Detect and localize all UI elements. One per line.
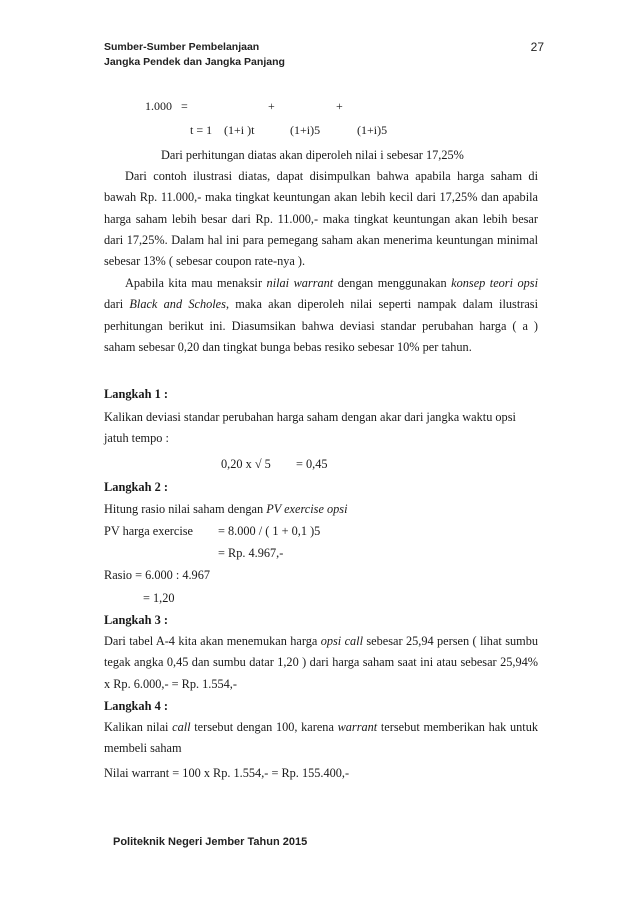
step2-label: Langkah 2 : <box>104 480 169 494</box>
step3-text: Dari tabel A-4 kita akan menemukan harga opsi call sebesar 25,94 persen ( lihat sumbu tegak angka 0,45 dan sumbu datar 1,20 ) dari harga saham saat ini atau sebesar 25,94% x Rp. 6.000,- = Rp. 1.554,- <box>104 634 538 691</box>
step2-rasio-result: = 1,20 <box>143 591 175 605</box>
step2-rasio-calc: Rasio = 6.000 : 4.967 <box>104 568 210 582</box>
step2-pv-result: = Rp. 4.967,- <box>218 546 284 560</box>
formula-equals: = <box>181 99 188 113</box>
formula-lhs: 1.000 <box>145 99 172 113</box>
page-footer: Politeknik Negeri Jember Tahun 2015 <box>113 836 308 848</box>
step1-calc: 0,20 x √ 5 <box>221 457 271 471</box>
formula-den-1: (1+i )t <box>224 123 255 137</box>
formula-t-eq: t = 1 <box>190 123 213 137</box>
formula-result: Dari perhitungan diatas akan diperoleh nilai i sebesar 17,25% <box>161 148 464 162</box>
step1-label: Langkah 1 : <box>104 387 169 401</box>
step4-result: Nilai warrant = 100 x Rp. 1.554,- = Rp. 155.400,- <box>104 766 350 780</box>
step3-label: Langkah 3 : <box>104 613 169 627</box>
page-number: 27 <box>530 40 544 54</box>
step1-text: Kalikan deviasi standar perubahan harga saham dengan akar dari jangka waktu opsi jatuh tempo : <box>104 410 516 446</box>
step1-calc-result: = 0,45 <box>296 457 328 471</box>
formula-den-3: (1+i)5 <box>357 123 388 137</box>
step2-text: Hitung rasio nilai saham dengan PV exercise opsi <box>104 502 348 516</box>
header-title-line1: Sumber-Sumber Pembelanjaan <box>104 41 260 53</box>
page-header <box>104 40 544 70</box>
step2-pv-label: PV harga exercise <box>104 524 194 538</box>
formula-plus-2: + <box>336 99 343 113</box>
step4-label: Langkah 4 : <box>104 699 169 713</box>
step4-text: Kalikan nilai call tersebut dengan 100, karena warrant tersebut memberikan hak untuk membeli saham <box>104 720 539 756</box>
formula-plus-1: + <box>268 99 275 113</box>
formula-den-2: (1+i)5 <box>290 123 321 137</box>
header-title-line2: Jangka Pendek dan Jangka Panjang <box>104 56 285 68</box>
step2-pv-calc: = 8.000 / ( 1 + 0,1 )5 <box>218 524 321 538</box>
paragraph-1: Dari contoh ilustrasi diatas, dapat disimpulkan bahwa apabila harga saham di bawah Rp. 11.000,- maka tingkat keuntungan akan lebih kecil dari 17,25% dan apabila harga saham lebih besar dari Rp. 11.000,- maka tingkat keuntungan akan lebih besar dari 17,25%. Dalam hal ini para pemegang saham akan menerima keuntungan minimal sebesar 13% ( sebesar coupon rate-nya ). <box>104 169 538 269</box>
paragraph-2: Apabila kita mau menaksir nilai warrant dengan menggunakan konsep teori opsi dari Black and Scholes, maka akan diperoleh nilai seperti nampak dalam ilustrasi perhitungan berikut ini. Diasumsikan bahwa deviasi standar perubahan harga ( a ) saham sebesar 0,20 dan tingkat bunga bebas resiko sebesar 10% per tahun. <box>104 276 538 354</box>
